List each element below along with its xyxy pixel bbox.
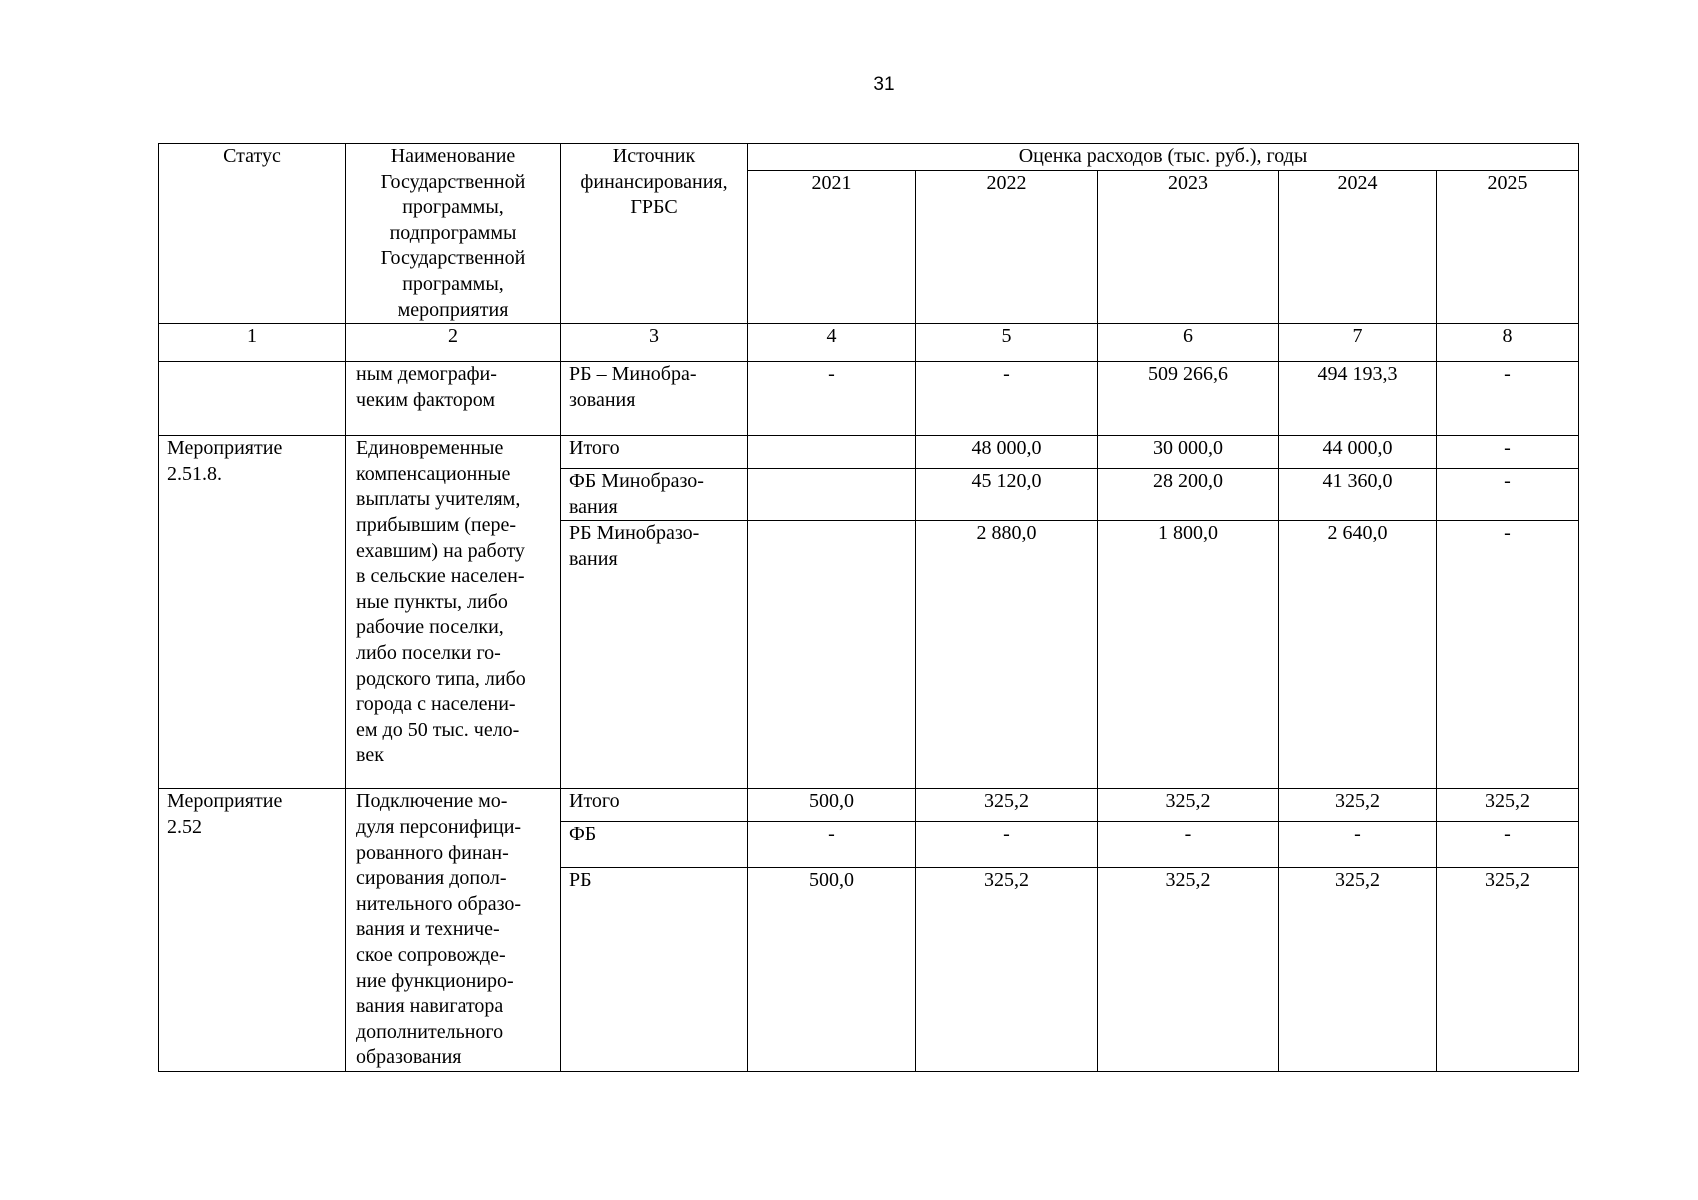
name-line: в сельские населен- [356,565,525,588]
header-year: 2021 [748,171,916,324]
source-cell [561,469,748,521]
header-year: 2023 [1098,171,1279,324]
value-cell: 41 360,0 [1279,469,1437,521]
status-line: 2.51.8. [167,462,222,485]
value-cell: - [1437,822,1579,868]
name-line: образования [356,1046,462,1069]
header-name-line: мероприятия [397,298,509,321]
name-line: либо поселки го- [356,641,501,664]
value-cell: - [1437,469,1579,521]
header-name-line: Государственной [380,170,526,193]
value-cell: - [748,362,916,436]
source-cell [561,362,748,436]
name-line: век [356,744,384,767]
header-source-line: ГРБС [630,196,678,219]
value-cell: 325,2 [916,789,1098,822]
name-line: Подключение мо- [356,790,508,813]
name-cell [346,362,561,436]
source-cell: РБ [561,868,748,1072]
header-name-line: подпрограммы [389,221,517,244]
column-number: 1 [159,324,346,362]
name-line: рованного финан- [356,841,509,864]
name-line: чеким фактором [356,388,496,411]
value-cell: 325,2 [1098,789,1279,822]
name-line: компенсационные [356,462,511,485]
value-cell: - [1437,362,1579,436]
value-cell: 500,0 [748,789,916,822]
value-cell: - [1437,436,1579,469]
source-cell: Итого [561,789,748,822]
value-cell: 1 800,0 [1098,521,1279,789]
table-row [159,789,1579,822]
name-cell [346,789,561,1072]
table-row [159,362,1579,436]
value-cell: 2 880,0 [916,521,1098,789]
name-line: родского типа, либо [356,667,526,690]
name-line: Единовременные [356,437,504,460]
name-line: выплаты учителям, [356,488,521,511]
value-cell: 494 193,3 [1279,362,1437,436]
value-cell [748,436,916,469]
value-cell: - [916,362,1098,436]
header-year: 2022 [916,171,1098,324]
name-line: дуля персонифици- [356,815,522,838]
value-cell: 325,2 [1098,868,1279,1072]
value-cell: - [748,822,916,868]
name-line: ние функциониро- [356,969,514,992]
name-line: прибывшим (пере- [356,513,516,536]
source-line: зования [569,388,636,411]
value-cell: 48 000,0 [916,436,1098,469]
value-cell: 509 266,6 [1098,362,1279,436]
value-cell: 2 640,0 [1279,521,1437,789]
header-name-line: программы, [402,272,504,295]
status-cell [159,362,346,436]
name-line: ехавшим) на работу [356,539,525,562]
header-source [561,144,748,324]
header-source-line: финансирования, [580,170,728,193]
value-cell: 28 200,0 [1098,469,1279,521]
status-cell [159,436,346,789]
status-line: Мероприятие [167,437,283,460]
value-cell: 30 000,0 [1098,436,1279,469]
name-cell [346,436,561,789]
header-costs-title: Оценка расходов (тыс. руб.), годы [748,144,1579,171]
status-line: 2.52 [167,815,202,838]
name-line: ское сопровожде- [356,943,506,966]
header-name-line: программы, [402,196,504,219]
value-cell: 325,2 [1279,789,1437,822]
header-name-line: Наименование [390,145,516,167]
column-number: 4 [748,324,916,362]
name-line: дополнительного [356,1020,504,1043]
name-line: вания навигатора [356,995,504,1018]
header-source-line: Источник [612,145,696,167]
value-cell: 325,2 [916,868,1098,1072]
value-cell: 325,2 [1437,868,1579,1072]
source-line: РБ Минобразо- [569,522,700,545]
name-line: ным демографи- [356,363,497,386]
value-cell: 45 120,0 [916,469,1098,521]
header-name-line: Государственной [380,247,526,270]
column-number: 6 [1098,324,1279,362]
name-line: ные пункты, либо [356,590,508,613]
source-cell [561,521,748,789]
value-cell: 500,0 [748,868,916,1072]
header-year: 2025 [1437,171,1579,324]
value-cell [748,521,916,789]
column-number: 3 [561,324,748,362]
header-year: 2024 [1279,171,1437,324]
name-line: нительного образо- [356,892,522,915]
column-number-row [159,324,1579,362]
value-cell: - [916,822,1098,868]
column-number: 8 [1437,324,1579,362]
budget-table [158,143,1579,1072]
value-cell: 325,2 [1437,789,1579,822]
source-cell: ФБ [561,822,748,868]
page-number: 31 [873,74,895,95]
value-cell: - [1437,521,1579,789]
value-cell [748,469,916,521]
header-status: Статус [159,144,346,324]
column-number: 7 [1279,324,1437,362]
name-line: сирования допол- [356,867,507,890]
source-line: вания [569,495,618,518]
header-row [159,144,1579,171]
table-row [159,436,1579,469]
status-cell [159,789,346,1072]
source-cell: Итого [561,436,748,469]
column-number: 5 [916,324,1098,362]
source-line: вания [569,547,618,570]
name-line: рабочие поселки, [356,616,504,639]
name-line: ем до 50 тыс. чело- [356,718,520,741]
name-line: вания и техниче- [356,918,500,941]
source-line: РБ – Минобра- [569,363,697,386]
header-name [346,144,561,324]
column-number: 2 [346,324,561,362]
value-cell: 44 000,0 [1279,436,1437,469]
value-cell: - [1279,822,1437,868]
status-line: Мероприятие [167,790,283,813]
name-line: города с населени- [356,693,516,716]
value-cell: - [1098,822,1279,868]
value-cell: 325,2 [1279,868,1437,1072]
source-line: ФБ Минобразо- [569,470,704,493]
